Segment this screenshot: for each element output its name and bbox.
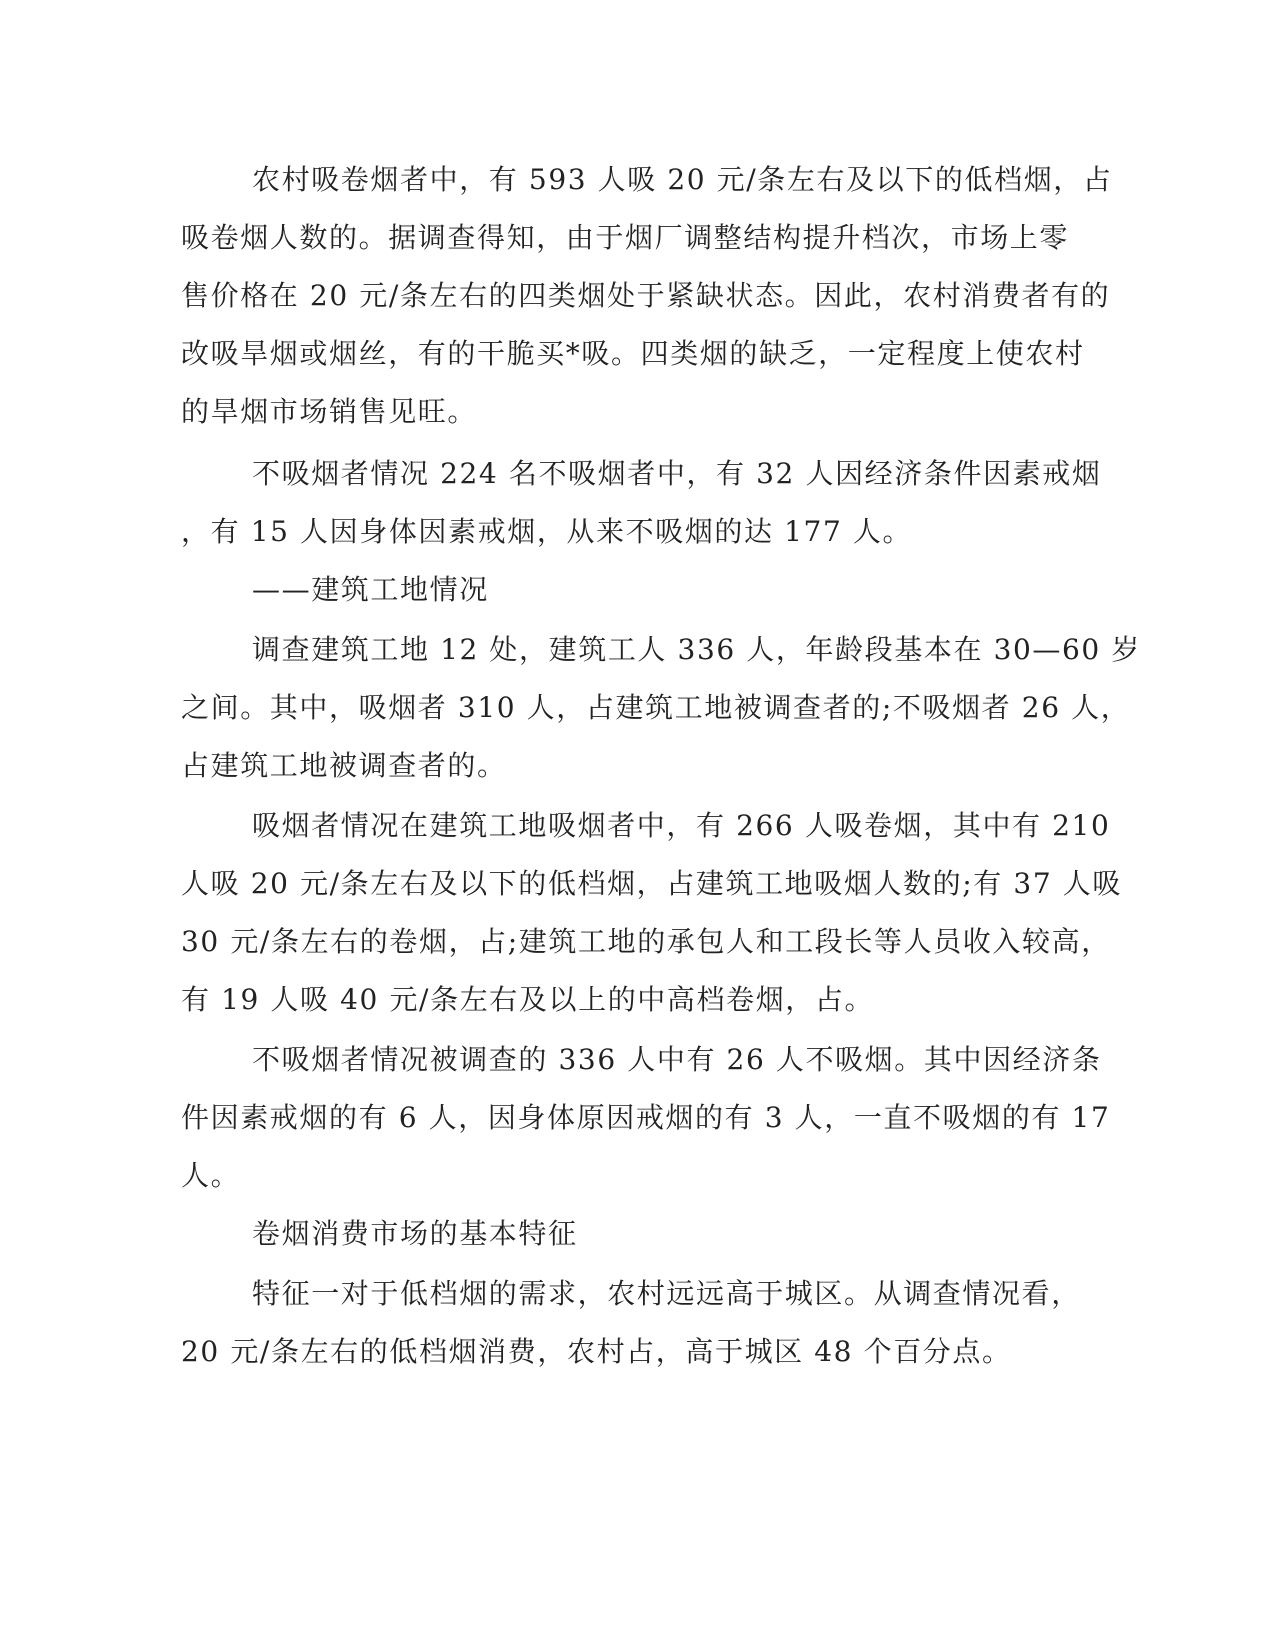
- paragraph-4-line-4: 有 19 人吸 40 元/条左右及以上的中高档卷烟，占。: [181, 983, 875, 1016]
- paragraph-2-line-1: 不吸烟者情况 224 名不吸烟者中，有 32 人因经济条件因素戒烟: [252, 457, 1102, 490]
- paragraph-1-line-3: 售价格在 20 元/条左右的四类烟处于紧缺状态。因此，农村消费者有的: [181, 279, 1111, 312]
- paragraph-6-line-2: 20 元/条左右的低档烟消费，农村占，高于城区 48 个百分点。: [181, 1335, 1012, 1368]
- paragraph-5-line-1: 不吸烟者情况被调查的 336 人中有 26 人不吸烟。其中因经济条: [252, 1043, 1102, 1076]
- paragraph-4-line-2: 人吸 20 元/条左右及以下的低档烟，占建筑工地吸烟人数的;有 37 人吸: [181, 867, 1122, 900]
- paragraph-3-line-2: 之间。其中，吸烟者 310 人，占建筑工地被调查者的;不吸烟者 26 人，: [181, 691, 1131, 724]
- paragraph-6-line-1: 特征一对于低档烟的需求，农村远远高于城区。从调查情况看，: [252, 1277, 1081, 1310]
- paragraph-1-line-2: 吸卷烟人数的。据调查得知，由于烟厂调整结构提升档次，市场上零: [181, 221, 1070, 254]
- paragraph-1-line-4: 改吸旱烟或烟丝，有的干脆买*吸。四类烟的缺乏，一定程度上使农村: [181, 337, 1085, 370]
- paragraph-1-line-5: 的旱烟市场销售见旺。: [181, 395, 478, 428]
- section-heading-construction: ——建筑工地情况: [252, 573, 489, 606]
- section-heading-market-features: 卷烟消费市场的基本特征: [252, 1217, 578, 1250]
- paragraph-4-line-3: 30 元/条左右的卷烟，占;建筑工地的承包人和工段长等人员收入较高，: [181, 925, 1111, 958]
- paragraph-3-line-3: 占建筑工地被调查者的。: [181, 749, 507, 782]
- paragraph-4-line-1: 吸烟者情况在建筑工地吸烟者中，有 266 人吸卷烟，其中有 210: [252, 809, 1111, 842]
- paragraph-2-line-2: ，有 15 人因身体因素戒烟，从来不吸烟的达 177 人。: [181, 515, 913, 548]
- paragraph-3-line-1: 调查建筑工地 12 处，建筑工人 336 人，年龄段基本在 30—60 岁: [252, 633, 1141, 666]
- paragraph-5-line-3: 人。: [181, 1159, 241, 1192]
- paragraph-5-line-2: 件因素戒烟的有 6 人，因身体原因戒烟的有 3 人，一直不吸烟的有 17: [181, 1101, 1111, 1134]
- paragraph-1-line-1: 农村吸卷烟者中，有 593 人吸 20 元/条左右及以下的低档烟，占: [252, 163, 1113, 196]
